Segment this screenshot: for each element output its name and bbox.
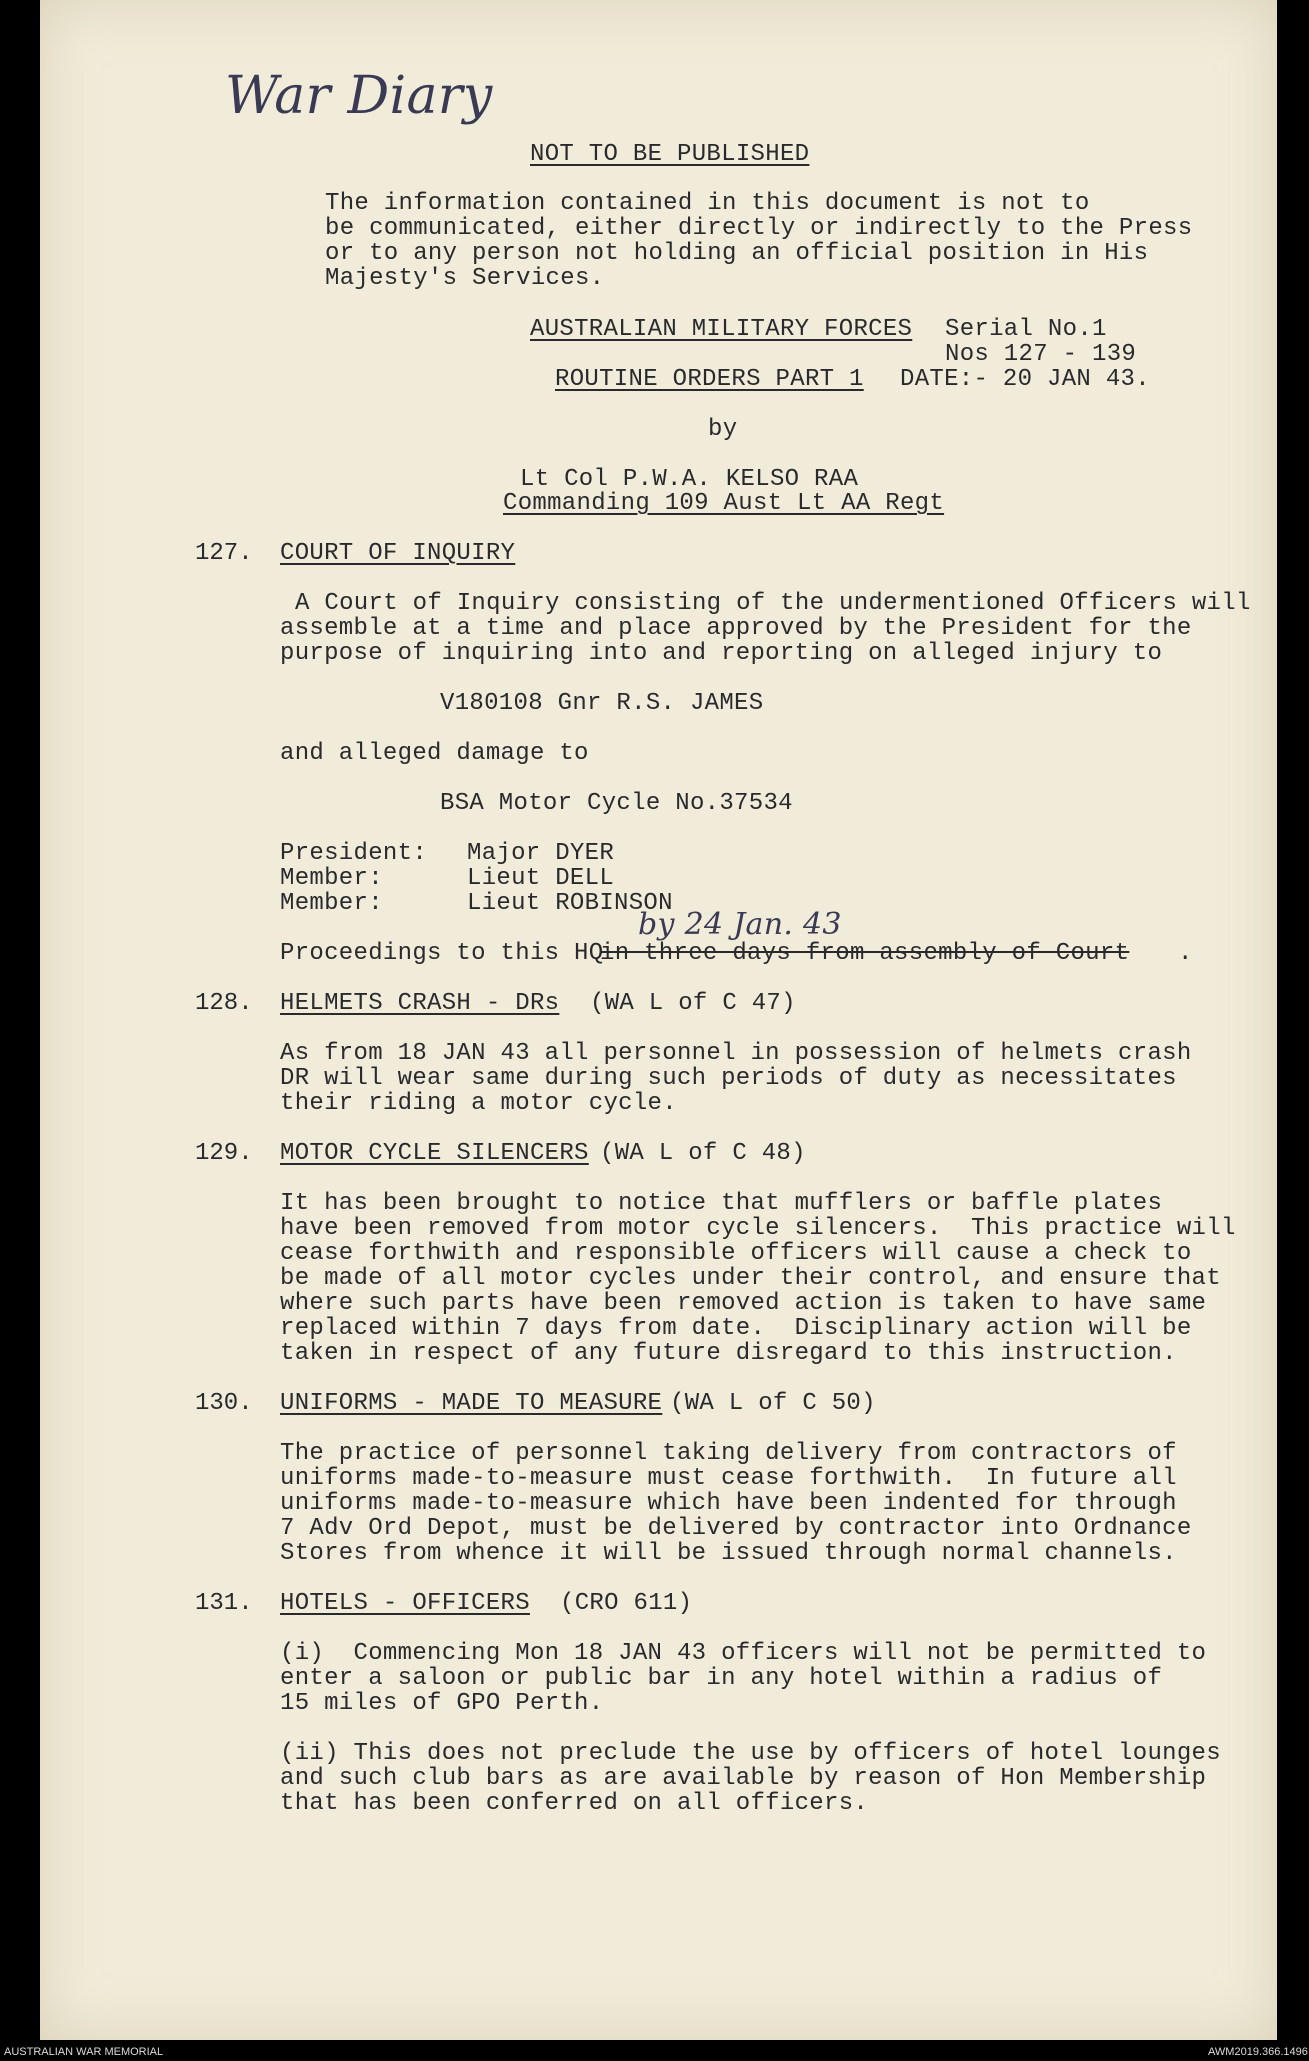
item-text-line: A Court of Inquiry consisting of the undermentioned Officers will bbox=[295, 590, 1251, 617]
item-text-line: 7 Adv Ord Depot, must be delivered by contractor into Ordnance bbox=[280, 1515, 1192, 1542]
member-role: President: bbox=[280, 840, 428, 867]
item-title: HELMETS CRASH - DRs bbox=[280, 990, 560, 1017]
forces-heading: AUSTRALIAN MILITARY FORCES bbox=[530, 316, 913, 343]
item-title: COURT OF INQUIRY bbox=[280, 540, 516, 567]
member-name: Lieut DELL bbox=[467, 865, 615, 892]
item-reference: (WA L of C 50) bbox=[670, 1390, 876, 1417]
item-number: 128. bbox=[195, 990, 253, 1017]
item-number: 131. bbox=[195, 1590, 253, 1617]
proceedings-text: Proceedings to this HQ bbox=[280, 940, 604, 967]
officer-name: Lt Col P.W.A. KELSO RAA bbox=[520, 466, 859, 493]
item-reference: (CRO 611) bbox=[560, 1590, 693, 1617]
member-role: Member: bbox=[280, 865, 383, 892]
item-text-line: replaced within 7 days from date. Disciplinary action will be bbox=[280, 1315, 1192, 1342]
archive-reference: AWM2019.366.1496 bbox=[1208, 2046, 1308, 2058]
item-text-line: As from 18 JAN 43 all personnel in possession of helmets crash bbox=[280, 1040, 1192, 1067]
member-name: Major DYER bbox=[467, 840, 615, 867]
notice-line: Majesty's Services. bbox=[325, 265, 605, 292]
item-number: 130. bbox=[195, 1390, 253, 1417]
item-title: HOTELS - OFFICERS bbox=[280, 1590, 530, 1617]
item-text-line: It has been brought to notice that mufflers or baffle plates bbox=[280, 1190, 1163, 1217]
item-text-line: purpose of inquiring into and reporting on alleged injury to bbox=[280, 640, 1163, 667]
notice-line: The information contained in this document is not to bbox=[325, 190, 1090, 217]
item-reference: (WA L of C 48) bbox=[600, 1140, 806, 1167]
archive-credit: AUSTRALIAN WAR MEMORIAL bbox=[4, 2046, 164, 2058]
item-text-line: DR will wear same during such periods of duty as necessitates bbox=[280, 1065, 1177, 1092]
member-role: Member: bbox=[280, 890, 383, 917]
item-text-line: enter a saloon or public bar in any hotel within a radius of bbox=[280, 1665, 1163, 1692]
document-page bbox=[40, 0, 1277, 2040]
item-text-line: uniforms made-to-measure must cease forthwith. In future all bbox=[280, 1465, 1177, 1492]
item-text-line: The practice of personnel taking delivery from contractors of bbox=[280, 1440, 1177, 1467]
handwritten-correction: by 24 Jan. 43 bbox=[638, 907, 842, 942]
item-text-line: and alleged damage to bbox=[280, 740, 589, 767]
item-text-line: (ii) This does not preclude the use by officers of hotel lounges bbox=[280, 1740, 1221, 1767]
subject-line: V180108 Gnr R.S. JAMES bbox=[440, 690, 764, 717]
order-numbers: Nos 127 - 139 bbox=[945, 341, 1137, 368]
proceedings-end: . bbox=[1178, 940, 1193, 967]
item-text-line: 15 miles of GPO Perth. bbox=[280, 1690, 604, 1717]
orders-heading: ROUTINE ORDERS PART 1 bbox=[555, 366, 864, 393]
item-text-line: have been removed from motor cycle silencers. This practice will bbox=[280, 1215, 1236, 1242]
notice-line: be communicated, either directly or indirectly to the Press bbox=[325, 215, 1193, 242]
item-title: UNIFORMS - MADE TO MEASURE bbox=[280, 1390, 663, 1417]
struck-text: in three days from assembly of Court bbox=[600, 940, 1130, 967]
item-text-line: uniforms made-to-measure which have been indented for through bbox=[280, 1490, 1177, 1517]
handwritten-annotation: War Diary bbox=[225, 66, 493, 126]
item-text-line: taken in respect of any future disregard to this instruction. bbox=[280, 1340, 1177, 1367]
order-date: DATE:- 20 JAN 43. bbox=[900, 366, 1150, 393]
item-number: 129. bbox=[195, 1140, 253, 1167]
item-text-line: their riding a motor cycle. bbox=[280, 1090, 677, 1117]
serial-number: Serial No.1 bbox=[945, 316, 1107, 343]
item-reference: (WA L of C 47) bbox=[590, 990, 796, 1017]
item-text-line: cease forthwith and responsible officers will cause a check to bbox=[280, 1240, 1192, 1267]
member-name: Lieut ROBINSON bbox=[467, 890, 673, 917]
item-text-line: assemble at a time and place approved by the President for the bbox=[280, 615, 1192, 642]
notice-line: or to any person not holding an official position in His bbox=[325, 240, 1149, 267]
by-label: by bbox=[708, 416, 738, 443]
item-text-line: where such parts have been removed action is taken to have same bbox=[280, 1290, 1207, 1317]
vehicle-line: BSA Motor Cycle No.37534 bbox=[440, 790, 793, 817]
item-number: 127. bbox=[195, 540, 253, 567]
command-line: Commanding 109 Aust Lt AA Regt bbox=[503, 490, 945, 517]
item-text-line: (i) Commencing Mon 18 JAN 43 officers will not be permitted to bbox=[280, 1640, 1207, 1667]
item-text-line: that has been conferred on all officers. bbox=[280, 1790, 869, 1817]
item-title: MOTOR CYCLE SILENCERS bbox=[280, 1140, 589, 1167]
item-text-line: and such club bars as are available by reason of Hon Membership bbox=[280, 1765, 1207, 1792]
item-text-line: Stores from whence it will be issued through normal channels. bbox=[280, 1540, 1177, 1567]
item-text-line: be made of all motor cycles under their control, and ensure that bbox=[280, 1265, 1221, 1292]
restriction-heading: NOT TO BE PUBLISHED bbox=[530, 141, 810, 168]
